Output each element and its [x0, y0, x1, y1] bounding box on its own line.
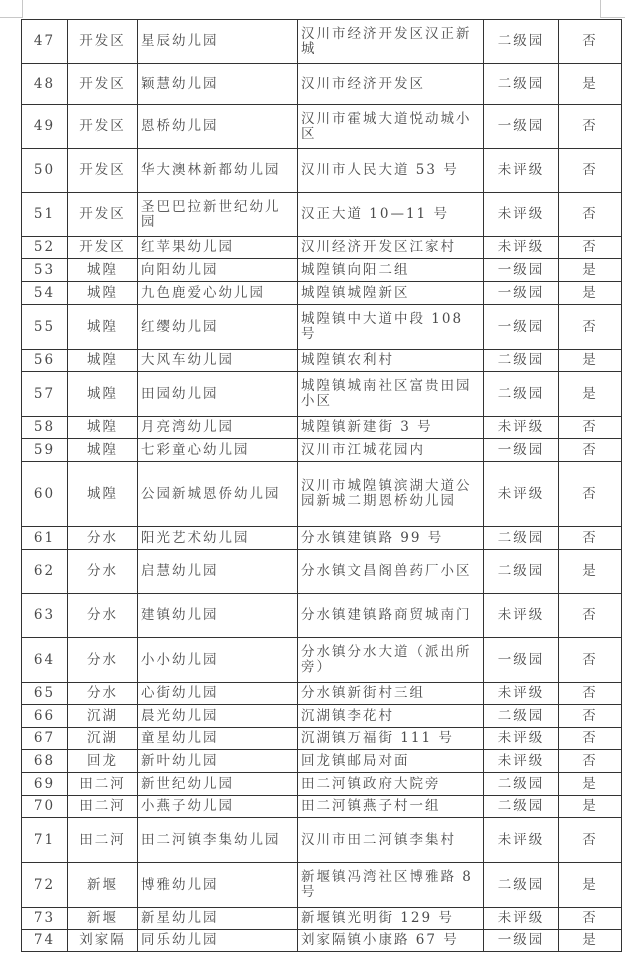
cell-kindergarten-name: 月亮湾幼儿园: [138, 417, 298, 439]
cell-kindergarten-name: 小燕子幼儿园: [138, 796, 298, 818]
table-row: [22, 417, 622, 439]
crop-mark-left-vertical: [22, 0, 23, 18]
cell-level: 一级园: [484, 638, 559, 683]
cell-level: 二级园: [484, 705, 559, 728]
cell-number: 67: [22, 728, 68, 750]
cell-flag: 否: [559, 750, 622, 773]
cell-area: 开发区: [68, 193, 138, 237]
cell-number: 59: [22, 439, 68, 462]
cell-address: 城隍镇城南社区富贵田园小区: [298, 372, 484, 417]
cell-number: 48: [22, 64, 68, 105]
cell-level: 未评级: [484, 237, 559, 259]
cell-area: 新堰: [68, 908, 138, 930]
cell-level: 未评级: [484, 728, 559, 750]
cell-level: 未评级: [484, 417, 559, 439]
cell-address: 新堰镇冯湾社区博雅路 8 号: [298, 863, 484, 908]
cell-area: 城隍: [68, 350, 138, 372]
cell-level: 二级园: [484, 64, 559, 105]
table-row: [22, 705, 622, 728]
cell-area: 开发区: [68, 237, 138, 259]
cell-kindergarten-name: 田园幼儿园: [138, 372, 298, 417]
cell-flag: 否: [559, 527, 622, 550]
cell-level: 未评级: [484, 683, 559, 705]
cell-address: 分水镇分水大道（派出所旁）: [298, 638, 484, 683]
table-body: [22, 20, 622, 952]
table-row: [22, 259, 622, 282]
cell-level: 一级园: [484, 282, 559, 305]
cell-address: 刘家隔镇小康路 67 号: [298, 930, 484, 952]
cell-kindergarten-name: 心街幼儿园: [138, 683, 298, 705]
cell-number: 72: [22, 863, 68, 908]
cell-level: 未评级: [484, 462, 559, 527]
cell-area: 田二河: [68, 818, 138, 863]
cell-kindergarten-name: 新星幼儿园: [138, 908, 298, 930]
cell-address: 田二河镇燕子村一组: [298, 796, 484, 818]
cell-number: 54: [22, 282, 68, 305]
cell-flag: 否: [559, 705, 622, 728]
cell-area: 分水: [68, 638, 138, 683]
cell-flag: 是: [559, 773, 622, 796]
cell-kindergarten-name: 红缨幼儿园: [138, 305, 298, 350]
cell-area: 开发区: [68, 20, 138, 64]
cell-flag: 是: [559, 796, 622, 818]
cell-kindergarten-name: 博雅幼儿园: [138, 863, 298, 908]
cell-flag: 否: [559, 237, 622, 259]
cell-address: 城隍镇农利村: [298, 350, 484, 372]
cell-number: 69: [22, 773, 68, 796]
cell-kindergarten-name: 新叶幼儿园: [138, 750, 298, 773]
crop-mark-left-horizontal: [0, 17, 22, 18]
cell-flag: 是: [559, 550, 622, 594]
cell-kindergarten-name: 向阳幼儿园: [138, 259, 298, 282]
cell-kindergarten-name: 红苹果幼儿园: [138, 237, 298, 259]
cell-kindergarten-name: 星辰幼儿园: [138, 20, 298, 64]
cell-address: 汉川市城隍镇滨湖大道公园新城二期恩桥幼儿园: [298, 462, 484, 527]
cell-flag: 是: [559, 282, 622, 305]
cell-level: 二级园: [484, 350, 559, 372]
cell-level: 未评级: [484, 149, 559, 193]
cell-level: 二级园: [484, 527, 559, 550]
table-row: [22, 20, 622, 64]
cell-level: 未评级: [484, 908, 559, 930]
cell-number: 52: [22, 237, 68, 259]
table-row: [22, 930, 622, 952]
cell-address: 汉川市田二河镇李集村: [298, 818, 484, 863]
cell-number: 63: [22, 594, 68, 638]
cell-flag: 是: [559, 350, 622, 372]
cell-kindergarten-name: 新世纪幼儿园: [138, 773, 298, 796]
cell-area: 沉湖: [68, 728, 138, 750]
cell-level: 一级园: [484, 930, 559, 952]
cell-area: 田二河: [68, 796, 138, 818]
table-row: [22, 683, 622, 705]
table-row: [22, 750, 622, 773]
cell-area: 沉湖: [68, 705, 138, 728]
table-row: [22, 550, 622, 594]
cell-address: 城隍镇城隍新区: [298, 282, 484, 305]
cell-area: 开发区: [68, 149, 138, 193]
cell-number: 70: [22, 796, 68, 818]
cell-flag: 否: [559, 193, 622, 237]
cell-flag: 否: [559, 305, 622, 350]
cell-flag: 是: [559, 930, 622, 952]
cell-area: 回龙: [68, 750, 138, 773]
cell-level: 未评级: [484, 594, 559, 638]
table-row: [22, 282, 622, 305]
table-row: [22, 193, 622, 237]
cell-number: 71: [22, 818, 68, 863]
cell-address: 汉川经济开发区江家村: [298, 237, 484, 259]
cell-number: 73: [22, 908, 68, 930]
table-row: [22, 237, 622, 259]
cell-address: 城隍镇中大道中段 108 号: [298, 305, 484, 350]
cell-kindergarten-name: 大风车幼儿园: [138, 350, 298, 372]
cell-number: 66: [22, 705, 68, 728]
cell-address: 田二河镇政府大院旁: [298, 773, 484, 796]
cell-number: 58: [22, 417, 68, 439]
table-row: [22, 638, 622, 683]
cell-number: 51: [22, 193, 68, 237]
cell-address: 回龙镇邮局对面: [298, 750, 484, 773]
table-row: [22, 305, 622, 350]
cell-kindergarten-name: 启慧幼儿园: [138, 550, 298, 594]
cell-kindergarten-name: 华大澳林新都幼儿园: [138, 149, 298, 193]
cell-kindergarten-name: 童星幼儿园: [138, 728, 298, 750]
cell-area: 城隍: [68, 282, 138, 305]
table-row: [22, 908, 622, 930]
table-row: [22, 372, 622, 417]
cell-address: 汉正大道 10—11 号: [298, 193, 484, 237]
cell-flag: 是: [559, 64, 622, 105]
cell-address: 汉川市霍城大道悦动城小区: [298, 105, 484, 149]
cell-area: 城隍: [68, 372, 138, 417]
cell-number: 53: [22, 259, 68, 282]
cell-area: 城隍: [68, 305, 138, 350]
cell-address: 汉川市经济开发区: [298, 64, 484, 105]
cell-level: 一级园: [484, 259, 559, 282]
cell-kindergarten-name: 同乐幼儿园: [138, 930, 298, 952]
cell-kindergarten-name: 九色鹿爱心幼儿园: [138, 282, 298, 305]
table-row: [22, 527, 622, 550]
cell-area: 田二河: [68, 773, 138, 796]
cell-number: 47: [22, 20, 68, 64]
cell-number: 50: [22, 149, 68, 193]
table-row: [22, 350, 622, 372]
cell-flag: 否: [559, 417, 622, 439]
cell-kindergarten-name: 田二河镇李集幼儿园: [138, 818, 298, 863]
cell-area: 新堰: [68, 863, 138, 908]
cell-number: 56: [22, 350, 68, 372]
cell-area: 分水: [68, 594, 138, 638]
cell-area: 开发区: [68, 64, 138, 105]
cell-address: 汉川市人民大道 53 号: [298, 149, 484, 193]
table-row: [22, 818, 622, 863]
cell-area: 城隍: [68, 259, 138, 282]
cell-number: 60: [22, 462, 68, 527]
cell-flag: 否: [559, 105, 622, 149]
cell-level: 未评级: [484, 818, 559, 863]
table-row: [22, 64, 622, 105]
cell-number: 74: [22, 930, 68, 952]
table-row: [22, 594, 622, 638]
table-row: [22, 863, 622, 908]
cell-flag: 否: [559, 149, 622, 193]
cell-address: 沉湖镇万福街 111 号: [298, 728, 484, 750]
cell-kindergarten-name: 小小幼儿园: [138, 638, 298, 683]
cell-address: 汉川市经济开发区汉正新城: [298, 20, 484, 64]
table-row: [22, 773, 622, 796]
cell-kindergarten-name: 颖慧幼儿园: [138, 64, 298, 105]
cell-address: 分水镇建镇路商贸城南门: [298, 594, 484, 638]
cell-area: 分水: [68, 683, 138, 705]
cell-area: 开发区: [68, 105, 138, 149]
cell-kindergarten-name: 阳光艺术幼儿园: [138, 527, 298, 550]
cell-flag: 否: [559, 20, 622, 64]
cell-kindergarten-name: 七彩童心幼儿园: [138, 439, 298, 462]
cell-address: 分水镇文昌阁兽药厂小区: [298, 550, 484, 594]
cell-level: 一级园: [484, 305, 559, 350]
cell-flag: 否: [559, 594, 622, 638]
crop-mark-right-vertical: [600, 0, 601, 18]
table-row: [22, 796, 622, 818]
cell-number: 65: [22, 683, 68, 705]
cell-level: 二级园: [484, 796, 559, 818]
cell-number: 61: [22, 527, 68, 550]
cell-level: 二级园: [484, 20, 559, 64]
cell-flag: 否: [559, 908, 622, 930]
cell-flag: 是: [559, 372, 622, 417]
cell-level: 未评级: [484, 193, 559, 237]
cell-address: 沉湖镇李花村: [298, 705, 484, 728]
cell-address: 城隍镇向阳二组: [298, 259, 484, 282]
cell-number: 62: [22, 550, 68, 594]
cell-number: 64: [22, 638, 68, 683]
kindergarten-table: [21, 19, 622, 952]
cell-address: 新堰镇光明街 129 号: [298, 908, 484, 930]
cell-kindergarten-name: 晨光幼儿园: [138, 705, 298, 728]
cell-address: 城隍镇新建街 3 号: [298, 417, 484, 439]
cell-number: 55: [22, 305, 68, 350]
cell-flag: 否: [559, 638, 622, 683]
cell-level: 二级园: [484, 773, 559, 796]
cell-level: 一级园: [484, 439, 559, 462]
cell-flag: 否: [559, 728, 622, 750]
cell-address: 分水镇新街村三组: [298, 683, 484, 705]
table-row: [22, 462, 622, 527]
cell-flag: 否: [559, 462, 622, 527]
cell-address: 分水镇建镇路 99 号: [298, 527, 484, 550]
table-row: [22, 728, 622, 750]
cell-area: 城隍: [68, 417, 138, 439]
crop-mark-right-horizontal: [600, 17, 625, 18]
cell-level: 二级园: [484, 550, 559, 594]
cell-flag: 是: [559, 863, 622, 908]
cell-level: 未评级: [484, 750, 559, 773]
cell-level: 一级园: [484, 105, 559, 149]
cell-area: 城隍: [68, 462, 138, 527]
cell-level: 二级园: [484, 863, 559, 908]
cell-area: 城隍: [68, 439, 138, 462]
cell-flag: 否: [559, 683, 622, 705]
cell-flag: 否: [559, 439, 622, 462]
cell-flag: 是: [559, 259, 622, 282]
cell-area: 分水: [68, 527, 138, 550]
cell-number: 57: [22, 372, 68, 417]
cell-kindergarten-name: 圣巴巴拉新世纪幼儿园: [138, 193, 298, 237]
table-row: [22, 149, 622, 193]
cell-kindergarten-name: 恩桥幼儿园: [138, 105, 298, 149]
cell-area: 分水: [68, 550, 138, 594]
table-row: [22, 105, 622, 149]
cell-kindergarten-name: 建镇幼儿园: [138, 594, 298, 638]
cell-flag: 否: [559, 818, 622, 863]
cell-address: 汉川市江城花园内: [298, 439, 484, 462]
cell-kindergarten-name: 公园新城恩侨幼儿园: [138, 462, 298, 527]
cell-level: 二级园: [484, 372, 559, 417]
cell-area: 刘家隔: [68, 930, 138, 952]
table-row: [22, 439, 622, 462]
cell-number: 68: [22, 750, 68, 773]
cell-number: 49: [22, 105, 68, 149]
